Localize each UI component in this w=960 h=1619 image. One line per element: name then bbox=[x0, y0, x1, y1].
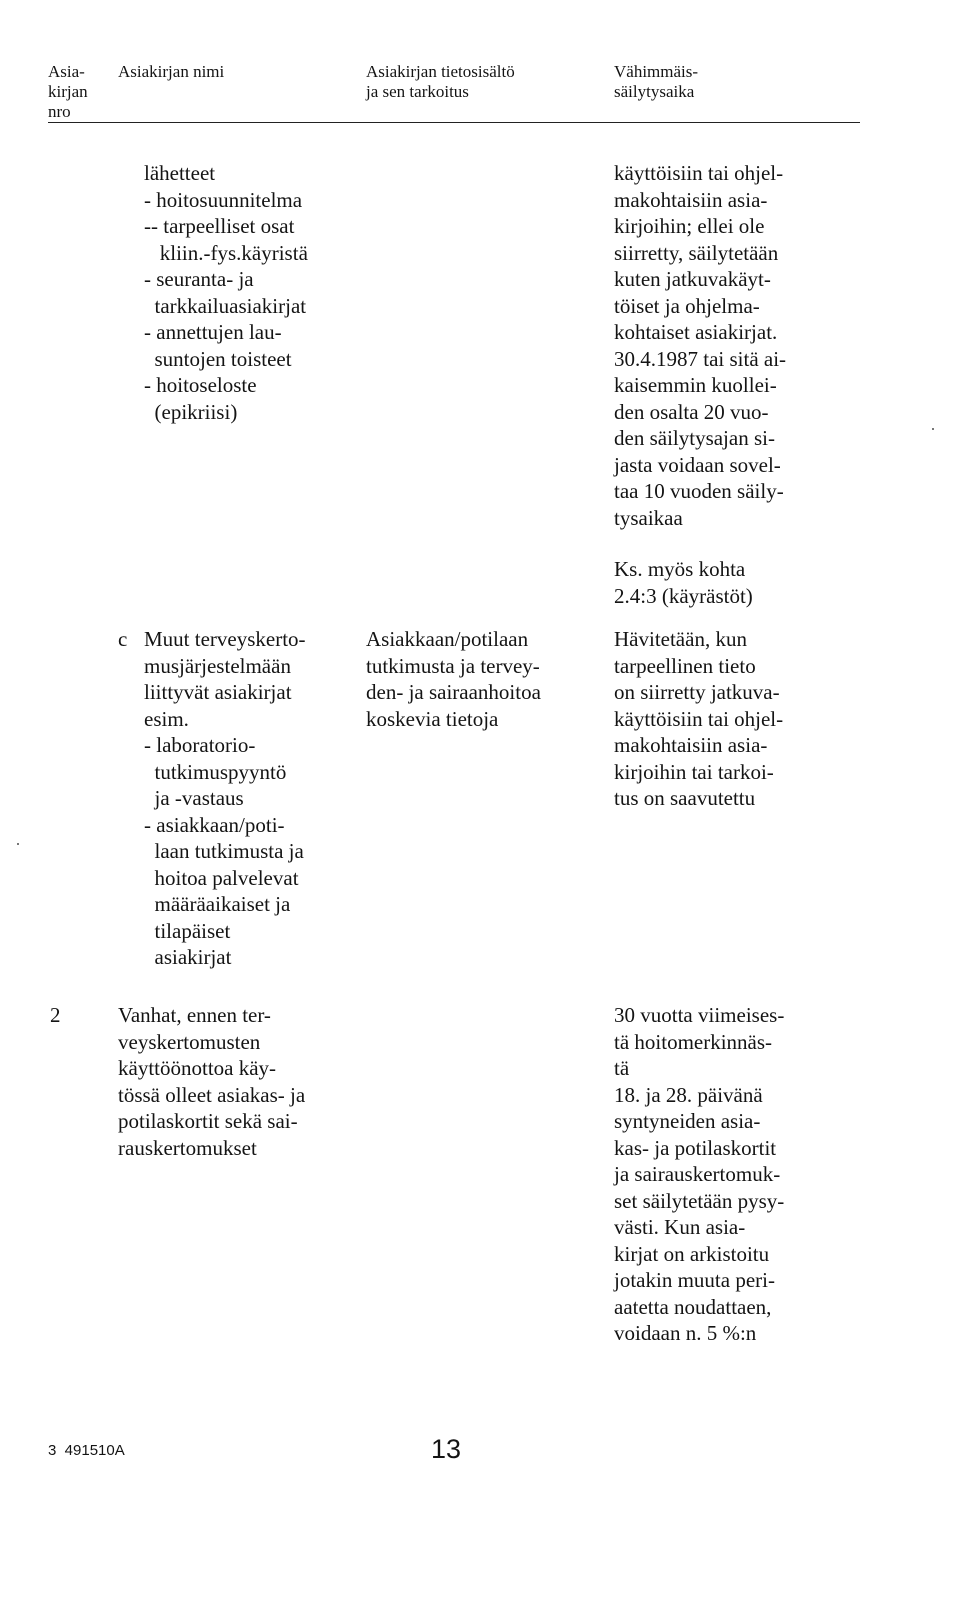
referrals-document-list: lähetteet - hoitosuunnitelma -- tarpeelliset osat kliin.-fys.käyristä - seuranta- ja tarkkailuasiakirjat - annettujen lau- suntojen toisteet - hoitoseloste (epikriisi) bbox=[144, 161, 308, 424]
page-number: 13 bbox=[431, 1434, 462, 1464]
item-c-letter: c bbox=[118, 627, 128, 651]
item-2-retention-text: 30 vuotta viimeises- tä hoitomerkinnäs- tä 18. ja 28. päivänä syntyneiden asia- kas- ja potilaskortit ja sairauskertomuk- set säilytetään pysy- västi. Kun asia- kirjat on arkistoitu jotakin muuta peri- aatetta noudattaen, voidaan n. 5 %:n bbox=[614, 1003, 785, 1345]
header-col-name: Asiakirjan nimi bbox=[118, 62, 225, 81]
footer-print-code: 3 491510A bbox=[48, 1442, 125, 1459]
scan-speck bbox=[17, 843, 19, 845]
header-col-retention: Vähimmäis- säilytysaika bbox=[614, 62, 699, 101]
header-col-content: Asiakirjan tietosisältö ja sen tarkoitus bbox=[366, 62, 515, 101]
header-divider bbox=[48, 122, 860, 123]
item-c-content-purpose: Asiakkaan/potilaan tutkimusta ja tervey- den- ja sairaanhoitoa koskevia tietoja bbox=[366, 627, 541, 731]
referrals-cross-reference: Ks. myös kohta 2.4:3 (käyrästöt) bbox=[614, 557, 753, 608]
item-c-document-name: Muut terveyskerto- musjärjestelmään liittyvät asiakirjat esim. - laboratorio- tutkimuspyyntö ja -vastaus - asiakkaan/poti- laan tutkimusta ja hoitoa palvelevat määräaikaiset ja tilapäiset asiakirjat bbox=[144, 627, 306, 969]
item-2-number: 2 bbox=[50, 1003, 61, 1027]
scan-speck bbox=[932, 428, 934, 430]
header-col-number: Asia- kirjan nro bbox=[48, 62, 88, 121]
referrals-retention-text: käyttöisiin tai ohjel- makohtaisiin asia- kirjoihin; ellei ole siirretty, säilytetään kuten jatkuvakäyt- töiset ja ohjelma- kohtaiset asiakirjat. 30.4.1987 tai sitä ai- kaisemmin kuollei- den osalta 20 vuo- den säilytysajan si- jasta voidaan sovel- taa 10 vuoden säily- tysaikaa bbox=[614, 161, 787, 530]
item-2-document-name: Vanhat, ennen ter- veyskertomusten käyttöönottoa käy- tössä olleet asiakas- ja potilaskortit sekä sai- rauskertomukset bbox=[118, 1003, 306, 1160]
item-c-retention-text: Hävitetään, kun tarpeellinen tieto on siirretty jatkuva- käyttöisiin tai ohjel- makohtaisiin asia- kirjoihin tai tarkoi- tus on saavutettu bbox=[614, 627, 784, 810]
